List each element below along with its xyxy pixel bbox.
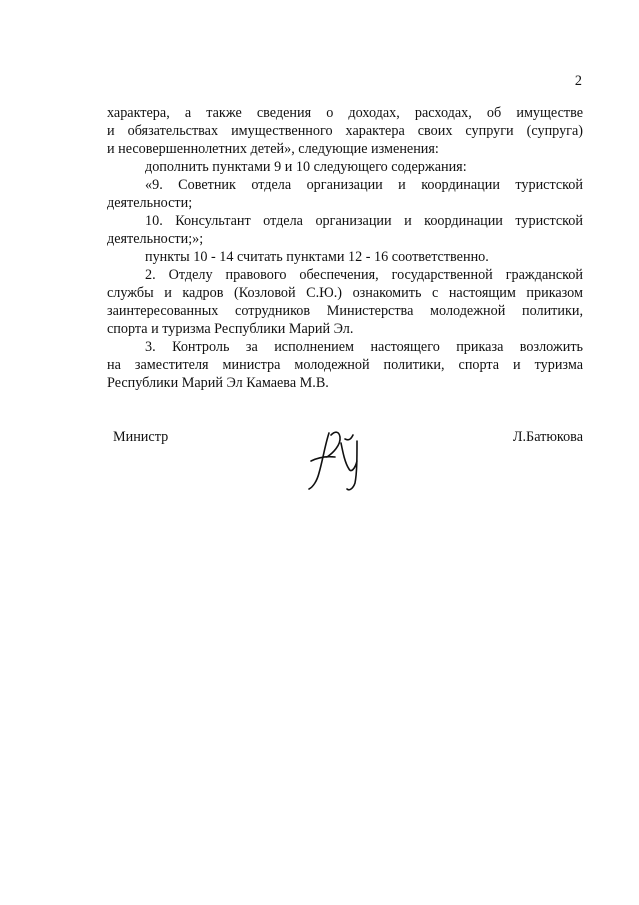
text-line: деятельности; (107, 195, 193, 211)
document-body (107, 104, 583, 392)
text-line: деятельности;»; (107, 231, 204, 247)
text-line: пункты 10 - 14 считать пунктами 12 - 16 соответственно. (145, 249, 489, 265)
handwritten-signature (305, 423, 367, 497)
text-line: на заместителя министра молодежной политики, спорта и туризма (107, 357, 583, 373)
text-line: и обязательствах имущественного характера своих супруги (супруга) (107, 123, 583, 139)
text-line: 3. Контроль за исполнением настоящего приказа возложить (145, 339, 583, 355)
text-line: заинтересованных сотрудников Министерства молодежной политики, (107, 303, 583, 319)
signatory-name: Л.Батюкова (512, 429, 583, 445)
text-line: 10. Консультант отдела организации и координации туристской (145, 213, 583, 229)
text-line: 2. Отделу правового обеспечения, государственной гражданской (145, 267, 583, 283)
signatory-title: Министр (113, 429, 169, 445)
text-line: характера, а также сведения о доходах, расходах, об имуществе (107, 105, 583, 121)
text-line: службы и кадров (Козловой С.Ю.) ознакомить с настоящим приказом (107, 285, 583, 301)
text-line: Республики Марий Эл Камаева М.В. (107, 375, 329, 391)
text-line: спорта и туризма Республики Марий Эл. (107, 321, 354, 337)
text-line: «9. Советник отдела организации и координации туристской (145, 177, 583, 193)
page-number: 2 (574, 73, 582, 89)
text-line: дополнить пунктами 9 и 10 следующего содержания: (145, 159, 467, 175)
text-line: и несовершеннолетних детей», следующие изменения: (107, 141, 439, 157)
